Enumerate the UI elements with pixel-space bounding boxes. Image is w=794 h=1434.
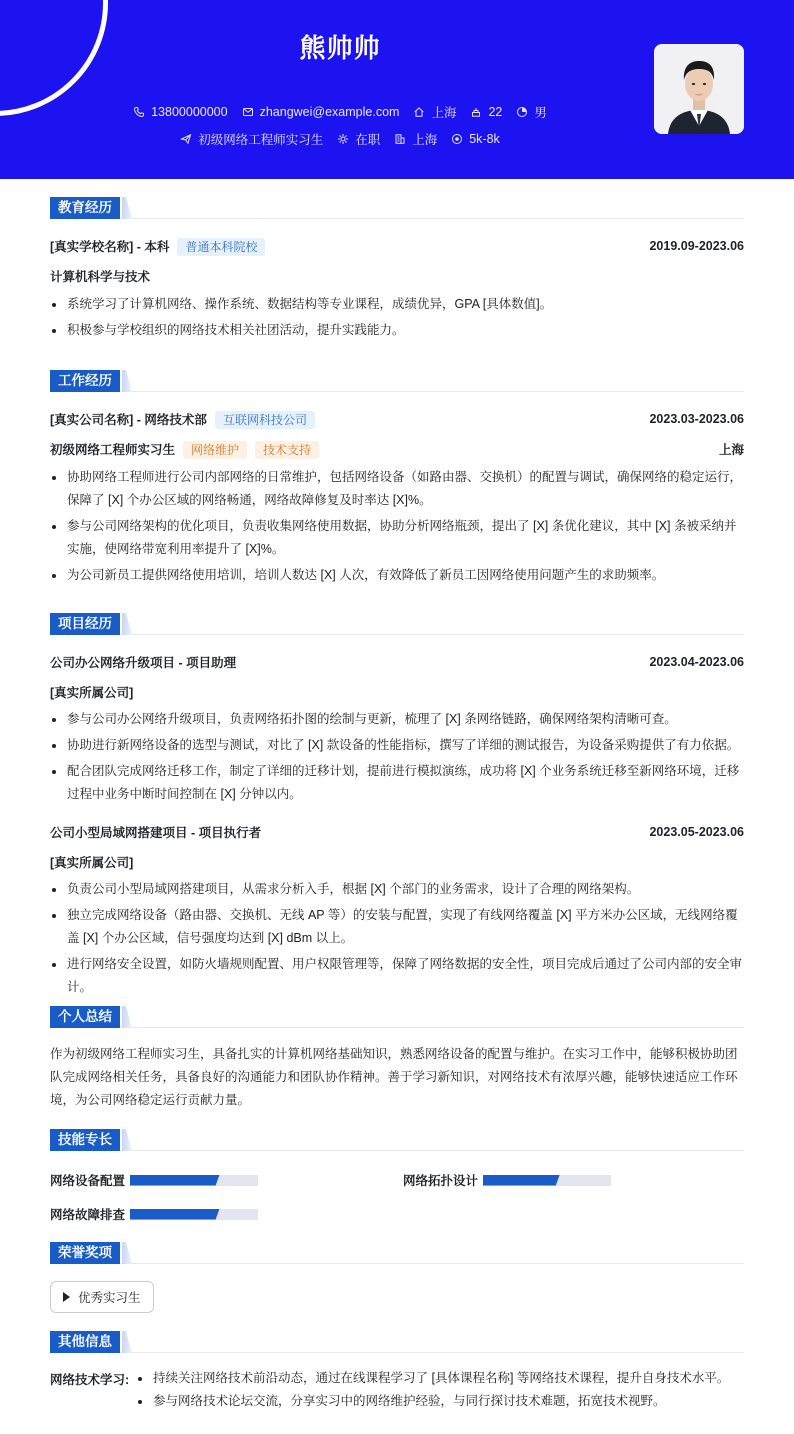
position-row bbox=[50, 439, 744, 459]
list-item: 协助进行新网络设备的选型与测试，对比了 [X] 款设备的性能指标，撰写了详细的测试报告，为设备采购提供了有力依据。 bbox=[50, 734, 744, 757]
list-item: 进行网络安全设置，如防火墙规则配置、用户权限管理等，保障了网络数据的安全性，项目完成后通过了公司内部的安全审计。 bbox=[50, 953, 744, 999]
skill-level-fill bbox=[130, 1175, 220, 1186]
section-header bbox=[50, 197, 744, 219]
list-item: 独立完成网络设备（路由器、交换机、无线 AP 等）的安装与配置，实现了有线网络覆盖 [X] 平方米办公区域，无线网络覆盖 [X] 个办公区域，信号强度均达到 [X] dBm 以上。 bbox=[50, 904, 744, 950]
send-icon bbox=[180, 133, 192, 145]
project-company: [真实所属公司] bbox=[50, 686, 134, 700]
section-title: 技能专长 bbox=[50, 1129, 120, 1151]
skill-name: 网络拓扑设计 bbox=[403, 1174, 479, 1188]
list-item: 参与公司办公网络升级项目，负责网络拓扑图的绘制与更新，梳理了 [X] 条网络链路，确保网络架构清晰可查。 bbox=[50, 708, 744, 731]
city-info bbox=[394, 130, 437, 148]
phone-icon bbox=[133, 106, 145, 118]
summary-section bbox=[50, 1006, 744, 1112]
section-title-decoration bbox=[122, 1242, 132, 1264]
project-name: 公司小型局域网搭建项目 - 项目执行者 bbox=[50, 826, 262, 840]
section-title-decoration bbox=[122, 197, 132, 219]
skill-level-fill bbox=[130, 1209, 220, 1220]
work-bullets bbox=[50, 466, 744, 587]
list-item: 参与公司网络架构的优化项目，负责收集网络使用数据，协助分析网络瓶颈，提出了 [X] 条优化建议，其中 [X] 条被采纳并实施，使网络带宽利用率提升了 [X]%。 bbox=[50, 515, 744, 561]
phone-text: 13800000000 bbox=[151, 105, 228, 119]
work-date: 2023.03-2023.06 bbox=[649, 412, 744, 426]
status-info bbox=[337, 130, 380, 148]
skill-name: 网络故障排查 bbox=[50, 1208, 126, 1222]
gender-icon bbox=[516, 106, 528, 118]
section-header bbox=[50, 1331, 744, 1353]
work-header-row bbox=[50, 409, 744, 429]
section-title-decoration bbox=[122, 1006, 132, 1028]
skill-level-fill bbox=[483, 1175, 560, 1186]
position-block bbox=[50, 440, 319, 459]
city-text: 上海 bbox=[412, 133, 438, 147]
email-text: zhangwei@example.com bbox=[259, 105, 400, 119]
summary-text: 作为初级网络工程师实习生，具备扎实的计算机网络基础知识，熟悉网络设备的配置与维护。在实习工作中，能够积极协助团队完成网络相关任务，具备良好的沟通能力和团队协作精神。善于学习新知识，对网络技术有浓厚兴趣，能够快速适应工作环境，为公司网络稳定运行贡献力量。 bbox=[50, 1047, 738, 1107]
other-info-row bbox=[50, 1367, 744, 1413]
section-title: 荣誉奖项 bbox=[50, 1242, 120, 1264]
company-tag: 互联网科技公司 bbox=[215, 411, 315, 429]
school-name: [真实学校名称] - 本科 bbox=[50, 239, 170, 254]
building-icon bbox=[394, 133, 406, 145]
salary-info bbox=[451, 130, 500, 148]
section-header bbox=[50, 1129, 744, 1151]
education-bullets bbox=[50, 293, 744, 342]
list-item: 系统学习了计算机网络、操作系统、数据结构等专业课程，成绩优异，GPA [具体数值]。 bbox=[50, 293, 744, 316]
school-tag: 普通本科院校 bbox=[177, 238, 265, 256]
gender-text: 男 bbox=[534, 106, 547, 120]
list-item: 配合团队完成网络迁移工作，制定了详细的迁移计划，提前进行模拟演练，成功将 [X] 个业务系统迁移至新网络环境，迁移过程中业务中断时间控制在 [X] 分钟以内。 bbox=[50, 760, 744, 806]
age-info bbox=[470, 103, 502, 121]
section-header bbox=[50, 613, 744, 635]
section-title: 项目经历 bbox=[50, 613, 120, 635]
candidate-name: 熊帅帅 bbox=[299, 33, 381, 63]
section-title: 教育经历 bbox=[50, 197, 120, 219]
education-header-row bbox=[50, 236, 744, 256]
project-header-row bbox=[50, 652, 744, 672]
work-section bbox=[50, 370, 744, 587]
list-item: 为公司新员工提供网络使用培训，培训人数达 [X] 人次，有效降低了新员工因网络使用问题产生的求助频率。 bbox=[50, 564, 744, 587]
list-item: 负责公司小型局域网搭建项目，从需求分析入手，根据 [X] 个部门的业务需求，设计了合理的网络架构。 bbox=[50, 878, 744, 901]
section-title: 其他信息 bbox=[50, 1331, 120, 1353]
project-bullets bbox=[50, 878, 744, 999]
location-text: 上海 bbox=[431, 106, 457, 120]
award-label: 优秀实习生 bbox=[78, 1291, 141, 1305]
education-date: 2019.09-2023.06 bbox=[649, 239, 744, 253]
home-icon bbox=[413, 106, 425, 118]
play-icon bbox=[63, 1292, 70, 1302]
gender-info bbox=[516, 103, 547, 121]
skill-item bbox=[403, 1171, 611, 1189]
skill-bar bbox=[130, 1175, 258, 1186]
section-title: 个人总结 bbox=[50, 1006, 120, 1028]
salary-text: 5k-8k bbox=[469, 132, 500, 146]
section-header bbox=[50, 1242, 744, 1264]
other-info-label: 网络技术学习: bbox=[50, 1373, 130, 1387]
list-item: 积极参与学校组织的网络技术相关社团活动，提升实践能力。 bbox=[50, 319, 744, 342]
section-title: 工作经历 bbox=[50, 370, 120, 392]
skill-bar bbox=[130, 1209, 258, 1220]
project-name: 公司办公网络升级项目 - 项目助理 bbox=[50, 656, 237, 670]
email-info bbox=[242, 103, 400, 121]
section-title-decoration bbox=[122, 370, 132, 392]
list-item: 协助网络工程师进行公司内部网络的日常维护，包括网络设备（如路由器、交换机）的配置与调试，确保网络的稳定运行，保障了 [X] 个办公区域的网络畅通，网络故障修复及时率达 [X]%。 bbox=[50, 466, 744, 512]
status-text: 在职 bbox=[355, 133, 381, 147]
section-header bbox=[50, 370, 744, 392]
list-item: 参与网络技术论坛交流，分享实习中的网络维护经验，与同行探讨技术难题，拓宽技术视野。 bbox=[136, 1390, 729, 1413]
skill-item bbox=[50, 1171, 258, 1189]
position-tag: 技术支持 bbox=[255, 441, 319, 459]
skills-section bbox=[50, 1129, 744, 1229]
status-icon bbox=[337, 133, 349, 145]
project-company: [真实所属公司] bbox=[50, 856, 134, 870]
section-title-decoration bbox=[122, 1331, 132, 1353]
section-title-decoration bbox=[122, 1129, 132, 1151]
position-tag: 网络维护 bbox=[183, 441, 247, 459]
project-date: 2023.05-2023.06 bbox=[649, 825, 744, 839]
awards-list bbox=[50, 1281, 744, 1313]
list-item: 持续关注网络技术前沿动态，通过在线课程学习了 [具体课程名称] 等网络技术课程，提升自身技术水平。 bbox=[136, 1367, 729, 1390]
project-company-row bbox=[50, 852, 744, 872]
section-title-decoration bbox=[122, 613, 132, 635]
award-badge bbox=[50, 1281, 154, 1313]
work-location: 上海 bbox=[718, 443, 744, 457]
position-title: 初级网络工程师实习生 bbox=[50, 442, 176, 457]
project-company-row bbox=[50, 682, 744, 702]
major-row bbox=[50, 266, 744, 286]
company-name: [真实公司名称] - 网络技术部 bbox=[50, 412, 207, 427]
profile-photo bbox=[654, 44, 744, 134]
location-info bbox=[413, 103, 456, 121]
contact-row bbox=[0, 103, 680, 121]
major: 计算机科学与技术 bbox=[50, 270, 151, 284]
projects-section bbox=[50, 613, 744, 999]
project-header-row bbox=[50, 822, 744, 842]
mail-icon bbox=[242, 106, 254, 118]
age-text: 22 bbox=[488, 105, 503, 119]
phone-info bbox=[133, 103, 227, 121]
project-date: 2023.04-2023.06 bbox=[649, 655, 744, 669]
school-block bbox=[50, 237, 265, 256]
position-info bbox=[180, 130, 323, 148]
job-intent-row bbox=[0, 130, 680, 148]
company-block bbox=[50, 410, 315, 429]
section-header bbox=[50, 1006, 744, 1028]
other-section bbox=[50, 1331, 744, 1413]
position-text: 初级网络工程师实习生 bbox=[198, 133, 324, 147]
project-bullets bbox=[50, 708, 744, 806]
salary-icon bbox=[451, 133, 463, 145]
education-section bbox=[50, 197, 744, 342]
skill-bar bbox=[483, 1175, 611, 1186]
skill-item bbox=[50, 1205, 258, 1223]
resume-header bbox=[0, 0, 794, 179]
age-icon bbox=[470, 106, 482, 118]
awards-section bbox=[50, 1242, 744, 1313]
other-info-bullets bbox=[136, 1367, 729, 1413]
skill-name: 网络设备配置 bbox=[50, 1174, 126, 1188]
